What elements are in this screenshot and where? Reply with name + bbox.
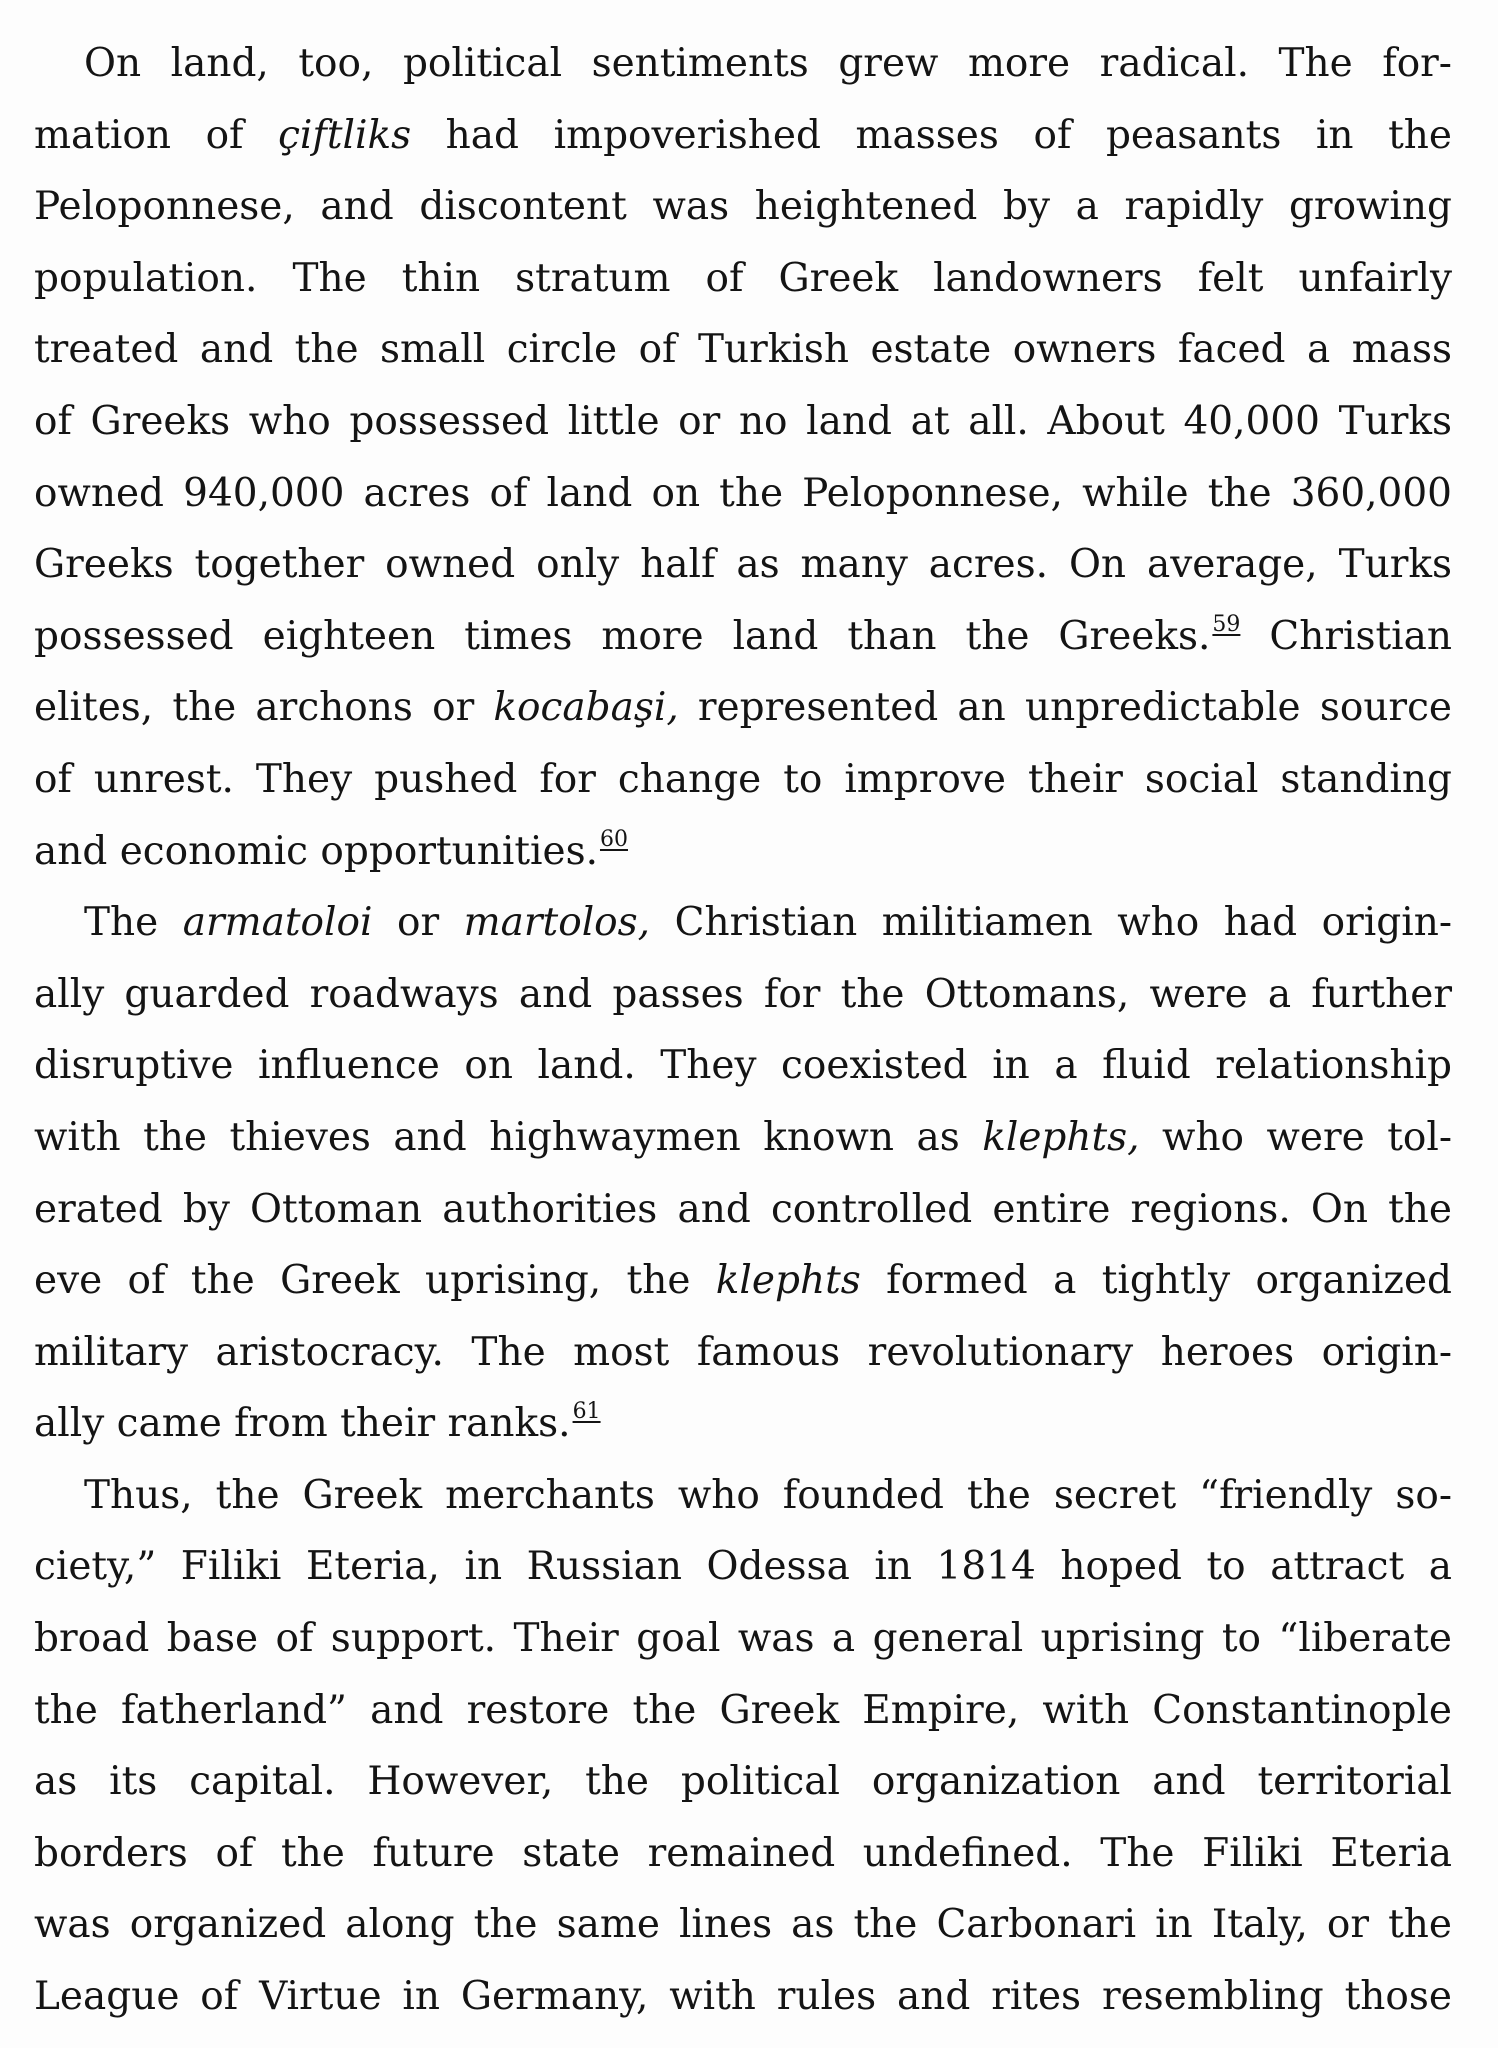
text-span: ally came from their ranks.: [34, 1401, 571, 1447]
text-span: eve of the Greek uprising, the: [34, 1258, 716, 1304]
text-line: [34, 100, 1452, 172]
text-line: [34, 601, 1452, 673]
italic-term: armatoloi: [182, 900, 373, 946]
text-span: of unrest. They pushed for change to improve their social standing: [34, 756, 1452, 802]
text-span: On land, too, political sentiments grew more radical. The for-: [84, 41, 1452, 86]
text-line: [34, 1030, 1452, 1102]
text-span: Christian: [1240, 613, 1452, 659]
text-span: represented an unpredictable source: [678, 685, 1452, 731]
text-line: [34, 1102, 1452, 1174]
text-line: [34, 672, 1452, 744]
text-line: [34, 887, 1452, 959]
text-span: who were tol-: [1139, 1114, 1452, 1160]
text-line: [34, 1889, 1452, 1961]
text-span: The: [84, 900, 183, 946]
text-line: [34, 1174, 1452, 1246]
text-span: possessed eighteen times more land than the Greeks.: [34, 613, 1211, 659]
text-span: disruptive influence on land. They coexisted in a fluid relationship: [34, 1043, 1452, 1089]
text-span: owned 940,000 acres of land on the Peloponnese, while the 360,000: [34, 470, 1452, 516]
text-span: Peloponnese, and discontent was heightened by a rapidly growing: [34, 184, 1452, 230]
text-span: of Greeks who possessed little or no land at all. About 40,000 Turks: [34, 398, 1452, 444]
text-span: broad base of support. Their goal was a general uprising to “liberate: [34, 1616, 1452, 1662]
text-line: [34, 458, 1452, 530]
text-line: [34, 1388, 1452, 1460]
text-line: [34, 959, 1452, 1031]
text-span: had impoverished masses of peasants in the: [411, 112, 1452, 158]
footnote-marker: 60: [599, 826, 628, 852]
italic-term: martolos,: [463, 900, 651, 946]
text-line: [34, 744, 1452, 816]
italic-term: çiftliks: [278, 112, 412, 158]
text-line: [34, 1317, 1452, 1389]
text-line: [34, 1245, 1452, 1317]
body-text: [34, 28, 1452, 2033]
text-span: ciety,” Filiki Eteria, in Russian Odessa in 1814 hoped to attract a: [34, 1544, 1452, 1590]
text-line: [34, 314, 1452, 386]
text-span: mation of: [34, 112, 279, 158]
italic-term: klephts: [715, 1258, 861, 1304]
text-span: treated and the small circle of Turkish estate owners faced a mass: [34, 327, 1452, 373]
text-span: with the thieves and highwaymen known as: [34, 1114, 983, 1160]
text-line: [34, 1603, 1452, 1675]
text-span: ally guarded roadways and passes for the Ottomans, were a further: [34, 971, 1452, 1017]
text-span: formed a tightly organized: [860, 1258, 1452, 1304]
text-line: [34, 1460, 1452, 1532]
text-line: [34, 28, 1452, 100]
italic-term: klephts,: [982, 1114, 1140, 1160]
text-span: Greeks together owned only half as many acres. On average, Turks: [34, 542, 1452, 588]
text-span: League of Virtue in Germany, with rules and rites resembling those: [34, 1974, 1452, 2020]
text-span: military aristocracy. The most famous revolutionary heroes origin-: [34, 1329, 1452, 1375]
text-line: [34, 1531, 1452, 1603]
text-span: Thus, the Greek merchants who founded the secret “friendly so-: [84, 1472, 1452, 1518]
text-line: [34, 816, 1452, 888]
text-span: was organized along the same lines as the Carbonari in Italy, or the: [34, 1902, 1452, 1948]
text-span: or: [372, 900, 464, 946]
text-line: [34, 171, 1452, 243]
text-line: [34, 1818, 1452, 1890]
text-line: [34, 1961, 1452, 2033]
text-span: and economic opportunities.: [34, 828, 598, 874]
footnote-marker: 59: [1212, 611, 1241, 637]
text-span: as its capital. However, the political organization and territorial: [34, 1759, 1452, 1805]
text-span: erated by Ottoman authorities and controlled entire regions. On the: [34, 1186, 1452, 1232]
text-span: borders of the future state remained undefined. The Filiki Eteria: [34, 1830, 1452, 1876]
italic-term: kocabaşi,: [493, 685, 679, 731]
text-line: [34, 1746, 1452, 1818]
footnote-marker: 61: [572, 1399, 601, 1425]
text-line: [34, 386, 1452, 458]
text-span: elites, the archons or: [34, 685, 494, 731]
text-span: the fatherland” and restore the Greek Empire, with Constantinople: [34, 1687, 1452, 1733]
text-span: Christian militiamen who had origin-: [650, 900, 1452, 946]
text-line: [34, 1675, 1452, 1747]
text-span: population. The thin stratum of Greek landowners felt unfairly: [34, 255, 1452, 301]
text-line: [34, 243, 1452, 315]
text-line: [34, 529, 1452, 601]
